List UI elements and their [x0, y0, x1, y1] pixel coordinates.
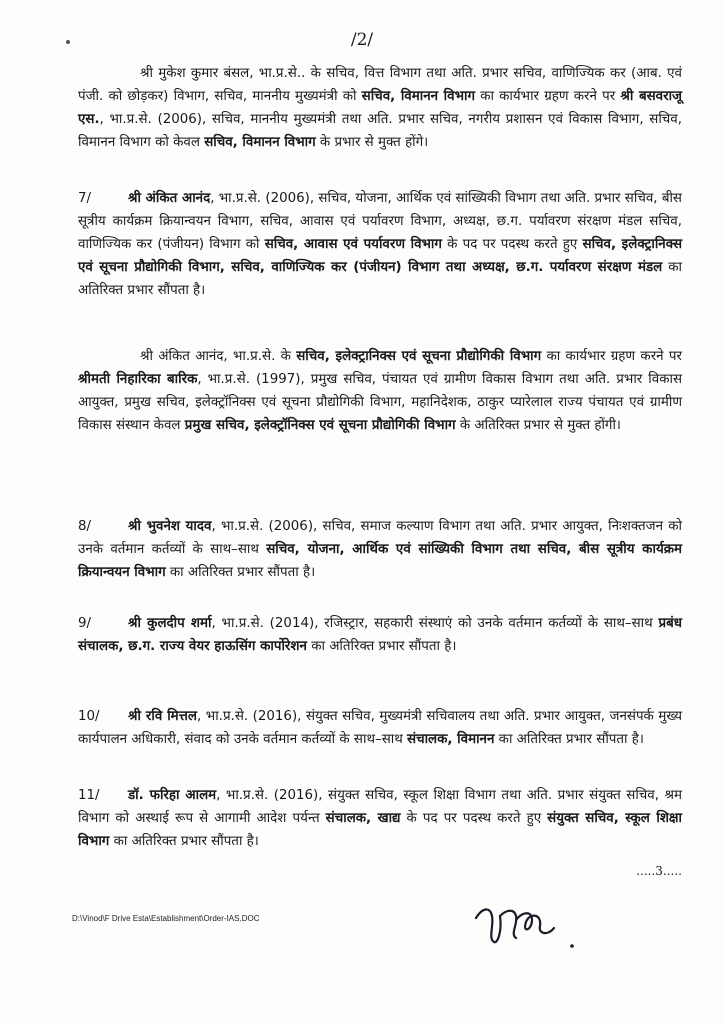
bold-text: श्रीमती निहारिका बारिक	[78, 372, 198, 387]
text: का अतिरिक्त प्रभार सौंपता है।	[494, 732, 644, 747]
text: के पद पर पदस्थ करते हुए	[400, 811, 548, 826]
bold-text: प्रमुख सचिव, इलेक्ट्रॉनिक्स एवं सूचना प्रौद्योगिकी विभाग	[184, 418, 456, 433]
text: का कार्यभार ग्रहण करने पर	[541, 349, 682, 364]
paragraph-7-continued	[78, 345, 682, 437]
file-path-footer: D:\Vinod\F Drive Esta\Establishment\Order-IAS.DOC	[72, 914, 260, 923]
text: श्री अंकित आनंद, भा.प्र.से. के	[140, 349, 297, 364]
text: , भा.प्र.से. (1997), प्रमुख सचिव, पंचायत एवं ग्रामीण विकास विभाग तथा अति. प्रभार विकास आयुक्त, प्रमुख सचिव, इलेक्ट्रॉनिक्स एवं सूचना प्रौद्योगिकी विभाग, महानिदेशक, ठाकुर प्यारेलाल राज्य पंचायत एवं ग्रामीण विकास संस्थान केवल	[78, 372, 683, 433]
text: का अतिरिक्त प्रभार सौंपता है।	[78, 260, 683, 298]
bold-text: डॉ. फरिहा आलम	[128, 788, 217, 803]
bold-text: सचिव, इलेक्ट्रानिक्स एवं सूचना प्रौद्योगिकी विभाग, सचिव, वाणिज्यिक कर (पंजीयन) विभाग तथा अध्यक्ष, छ.ग. पर्यावरण संरक्षण मंडल	[78, 237, 683, 275]
bold-text: संचालक, विमानन	[407, 732, 495, 747]
bold-text: श्री अंकित आनंद	[128, 191, 211, 206]
bold-text: श्री कुलदीप शर्मा	[128, 616, 212, 631]
bold-text: सचिव, विमानन विभाग	[204, 135, 316, 150]
paragraph-11	[78, 784, 682, 853]
bold-text: सचिव, आवास एवं पर्यावरण विभाग	[264, 237, 442, 252]
bold-text: संयुक्त सचिव, स्कूल शिक्षा विभाग	[78, 811, 682, 849]
bold-text: सचिव, इलेक्ट्रानिक्स एवं सूचना प्रौद्योगिकी विभाग	[296, 349, 542, 364]
bold-text: श्री बसवराजू एस.	[78, 89, 682, 127]
bold-text: सचिव, विमानन विभाग	[361, 89, 476, 104]
paragraph-number: 9/	[78, 616, 92, 631]
text: के प्रभार से मुक्त होंगे।	[315, 135, 429, 150]
text: का अतिरिक्त प्रभार सौंपता है।	[109, 834, 259, 849]
paragraph-9	[78, 612, 682, 658]
text: , भा.प्र.से. (2016), संयुक्त सचिव, स्कूल शिक्षा विभाग तथा अति. प्रभार संयुक्त सचिव, श्रम विभाग को अस्थाई रूप से आगामी आदेश पर्यन्त	[78, 788, 682, 826]
text: का अतिरिक्त प्रभार सौंपता है।	[306, 639, 457, 654]
paragraph-8	[78, 515, 682, 584]
text: , भा.प्र.से. (2006), सचिव, योजना, आर्थिक एवं सांख्यिकी विभाग तथा अति. प्रभार सचिव, बीस सूत्रीय कार्यक्रम क्रियान्वयन विभाग, सचिव, आवास एवं पर्यावरण विभाग, अध्यक्ष, छ.ग. पर्यावरण संरक्षण मंडल सचिव, वाणिज्यिक कर (पंजीयन) विभाग को	[78, 191, 682, 252]
bold-text: श्री रवि मित्तल	[128, 709, 198, 724]
text: , भा.प्र.से. (2014), रजिस्ट्रार, सहकारी संस्थाएं को उनके वर्तमान कर्तव्यों के साथ–साथ	[211, 616, 659, 631]
paragraph-number: 10/	[78, 709, 100, 724]
paragraph-number: 8/	[78, 519, 92, 534]
text: का अतिरिक्त प्रभार सौंपता है।	[165, 565, 316, 580]
continued-marker: .....3.....	[636, 864, 682, 878]
paragraph-7	[78, 187, 682, 302]
text: , भा.प्र.से. (2016), संयुक्त सचिव, मुख्यमंत्री सचिवालय तथा अति. प्रभार आयुक्त, जनसंपर्क मुख्य कार्यपालन अधिकारी, संवाद को उनके वर्तमान कर्तव्यों के साथ–साथ	[78, 709, 682, 747]
bold-text: श्री भुवनेश यादव	[128, 519, 212, 534]
handwritten-signature	[470, 894, 590, 958]
bold-text: सचिव, योजना, आर्थिक एवं सांख्यिकी विभाग तथा सचिव, बीस सूत्रीय कार्यक्रम क्रियान्वयन विभाग	[78, 542, 682, 580]
paragraph-number: 7/	[78, 191, 92, 206]
paragraph-10	[78, 705, 682, 751]
text: का कार्यभार ग्रहण करने पर	[475, 89, 621, 104]
text: के अतिरिक्त प्रभार से मुक्त होंगी।	[455, 418, 622, 433]
paragraph-intro	[78, 62, 682, 154]
text: श्री मुकेश कुमार बंसल, भा.प्र.से.. के सचिव, वित्त विभाग तथा अति. प्रभार सचिव, वाणिज्यिक कर (आब. एवं पंजी. को छोड़कर) विभाग, सचिव, माननीय मुख्यमंत्री को	[78, 66, 682, 104]
page-number: /2/	[350, 30, 374, 50]
paragraph-number: 11/	[78, 788, 100, 803]
bold-text: प्रबंध संचालक, छ.ग. राज्य वेयर हाऊसिंग कार्पोरेशन	[78, 616, 682, 654]
text: के पद पर पदस्थ करते हुए	[441, 237, 583, 252]
bold-text: संचालक, खाद्य	[325, 811, 401, 826]
text: , भा.प्र.से. (2006), सचिव, समाज कल्याण विभाग तथा अति. प्रभार आयुक्त, निःशक्तजन को उनके वर्तमान कर्तव्यों के साथ–साथ	[78, 519, 682, 557]
text: , भा.प्र.से. (2006), सचिव, माननीय मुख्यमंत्री तथा अति. प्रभार सचिव, नगरीय प्रशासन एवं विकास विभाग, सचिव, विमानन विभाग को केवल	[78, 112, 682, 150]
